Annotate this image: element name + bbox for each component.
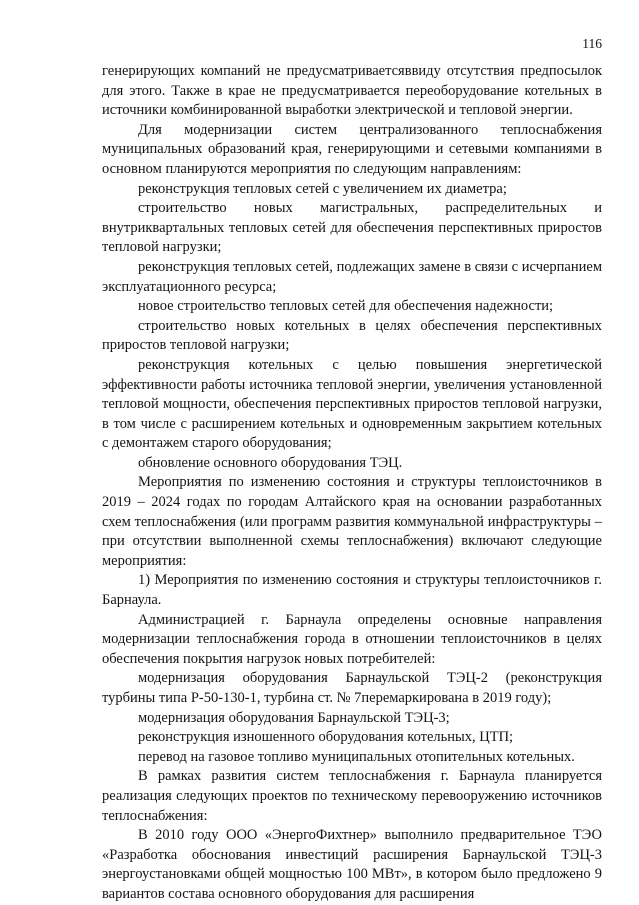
page-number: 116 — [582, 36, 602, 51]
list-item: реконструкция тепловых сетей с увеличением их диаметра; — [138, 180, 507, 197]
list-item: строительство новых магистральных, распределительных и внутриквартальных тепловых сетей для обеспечения перспективных приростов тепловой нагрузки; — [102, 200, 602, 256]
section-heading: 1) Мероприятия по изменению состояния и структуры теплоисточников г. Барнаула. — [102, 572, 602, 609]
paragraph: Администрацией г. Барнаула определены основные направления модернизации теплоснабжения города в отношении теплоисточников в целях обеспечения покрытия нагрузок новых потребителей: — [102, 611, 602, 667]
list-item: реконструкция тепловых сетей, подлежащих замене в связи с исчерпанием эксплуатационного ресурса; — [102, 258, 602, 295]
list-item: модернизация оборудования Барнаульской ТЭЦ-2 (реконструкция турбины типа Р-50-130-1, турбина ст. № 7перемаркирована в 2019 году); — [102, 670, 602, 706]
paragraph: генерирующих компаний не предусматриваетсяввиду отсутствия предпосылок для этого. Также в крае не предусматривается переоборудование котельных в источники комбинированной выработки электрической и тепловой энергии. — [102, 63, 602, 119]
paragraph: В 2010 году ООО «ЭнергоФихтнер» выполнило предварительное ТЭО «Разработка обоснования инвестиций расширения Барнаульской ТЭЦ-3 энергоустановками общей мощностью 100 МВт», в котором было предложено 9 вариантов состава основного оборудования для расширения — [102, 827, 602, 902]
paragraph: В рамках развития систем теплоснабжения г. Барнаула планируется реализация следующих проектов по техническому перевооружению источников теплоснабжения: — [102, 768, 602, 824]
list-item: новое строительство тепловых сетей для обеспечения надежности; — [138, 298, 554, 315]
list-item: строительство новых котельных в целях обеспечения перспективных приростов тепловой нагрузки; — [102, 317, 602, 354]
list-item: реконструкция котельных с целью повышения энергетической эффективности работы источника тепловой энергии, увеличения установленной тепловой мощности, обеспечения перспективных приростов тепловой нагрузки, в том числе с расширением котельных и одновременным закрытием котельных с демонтажем старого оборудования; — [102, 356, 602, 452]
list-item: обновление основного оборудования ТЭЦ. — [138, 454, 403, 471]
paragraph: Мероприятия по изменению состояния и структуры теплоисточников в 2019 – 2024 годах по городам Алтайского края на основании разработанных схем теплоснабжения (или программ развития коммунальной инфраструктуры – при отсутствии выполненной схемы теплоснабжения) включают следующие мероприятия: — [102, 474, 602, 569]
paragraph: Для модернизации систем централизованного теплоснабжения муниципальных образований края, генерирующими и сетевыми компаниями в основном планируются мероприятия по следующим направлениям: — [102, 121, 602, 177]
list-item: реконструкция изношенного оборудования котельных, ЦТП; — [138, 729, 514, 746]
list-item: перевод на газовое топливо муниципальных отопительных котельных. — [138, 748, 575, 765]
list-item: модернизация оборудования Барнаульской ТЭЦ-3; — [138, 709, 450, 726]
document-body — [102, 62, 602, 905]
